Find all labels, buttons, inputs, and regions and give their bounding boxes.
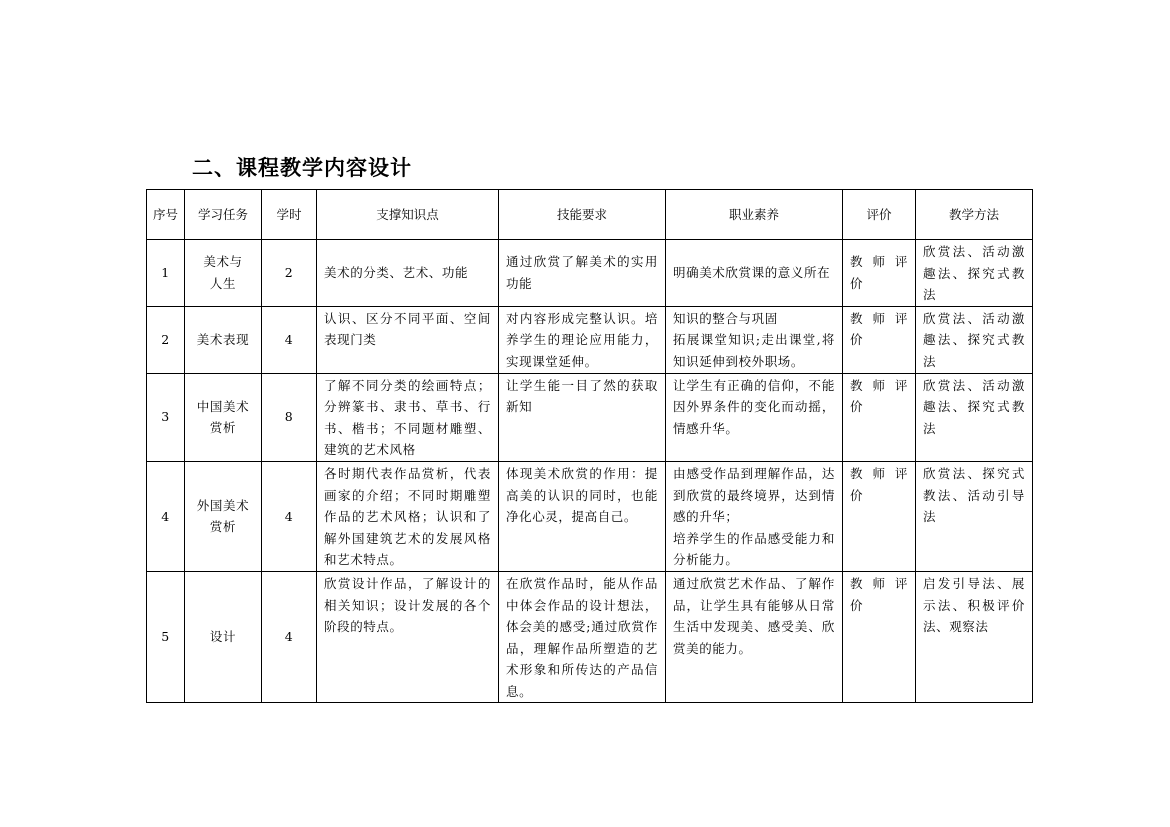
cell-knowledge: 欣赏设计作品，了解设计的相关知识；设计发展的各个阶段的特点。 [317,571,499,703]
header-hours: 学时 [262,190,317,240]
cell-no: 3 [147,373,185,461]
cell-no: 2 [147,306,185,373]
cell-evaluation: 教 师 评价 [843,461,916,571]
table-row [147,461,1033,571]
header-quality: 职业素养 [666,190,843,240]
cell-knowledge: 各时期代表作品赏析，代表画家的介绍；不同时期雕塑作品的艺术风格；认识和了解外国建筑艺术的发展风格和艺术特点。 [317,461,499,571]
cell-evaluation: 教 师 评价 [843,373,916,461]
cell-task: 中国美术 赏析 [185,373,262,461]
section-title: 二、课程教学内容设计 [192,156,412,180]
cell-task: 设计 [185,571,262,703]
cell-evaluation: 教 师 评价 [843,571,916,703]
cell-method: 欣赏法、活动激趣法、探究式教法 [916,240,1033,307]
cell-evaluation: 教 师 评价 [843,240,916,307]
header-skill: 技能要求 [499,190,666,240]
cell-knowledge: 认识、区分不同平面、空间表现门类 [317,306,499,373]
cell-quality: 明确美术欣赏课的意义所在 [666,240,843,307]
cell-quality: 知识的整合与巩固 拓展课堂知识;走出课堂,将知识延伸到校外职场。 [666,306,843,373]
cell-hours: 4 [262,306,317,373]
table-row [147,240,1033,307]
cell-hours: 4 [262,571,317,703]
table-header-row [147,190,1033,240]
cell-method: 欣赏法、活动激趣法、探究式教法 [916,373,1033,461]
cell-method: 欣赏法、活动激趣法、探究式教法 [916,306,1033,373]
cell-no: 1 [147,240,185,307]
cell-quality: 通过欣赏艺术作品、了解作品，让学生具有能够从日常生活中发现美、感受美、欣赏美的能力。 [666,571,843,703]
cell-knowledge: 美术的分类、艺术、功能 [317,240,499,307]
cell-evaluation: 教 师 评价 [843,306,916,373]
cell-method: 欣赏法、探究式教法、活动引导法 [916,461,1033,571]
cell-skill: 体现美术欣赏的作用：提高美的认识的同时，也能净化心灵，提高自己。 [499,461,666,571]
header-evaluation: 评价 [843,190,916,240]
cell-method: 启发引导法、展示法、积极评价法、观察法 [916,571,1033,703]
header-method: 教学方法 [916,190,1033,240]
header-task: 学习任务 [185,190,262,240]
cell-skill: 通过欣赏了解美术的实用功能 [499,240,666,307]
cell-no: 5 [147,571,185,703]
cell-skill: 在欣赏作品时，能从作品中体会作品的设计想法，体会美的感受;通过欣赏作品，理解作品所塑造的艺术形象和所传达的产品信息。 [499,571,666,703]
cell-task: 美术表现 [185,306,262,373]
course-content-table [146,189,1033,703]
cell-knowledge: 了解不同分类的绘画特点；分辨篆书、隶书、草书、行书、楷书；不同题材雕塑、建筑的艺术风格 [317,373,499,461]
table-row [147,373,1033,461]
cell-task: 美术与 人生 [185,240,262,307]
cell-skill: 对内容形成完整认识。培养学生的理论应用能力，实现课堂延伸。 [499,306,666,373]
cell-task: 外国美术 赏析 [185,461,262,571]
cell-skill: 让学生能一目了然的获取新知 [499,373,666,461]
cell-quality: 让学生有正确的信仰，不能因外界条件的变化而动摇，情感升华。 [666,373,843,461]
cell-no: 4 [147,461,185,571]
cell-hours: 4 [262,461,317,571]
table-row [147,306,1033,373]
header-knowledge: 支撑知识点 [317,190,499,240]
table-row [147,571,1033,703]
cell-quality: 由感受作品到理解作品，达到欣赏的最终境界，达到情感的升华； 培养学生的作品感受能力和分析能力。 [666,461,843,571]
cell-hours: 2 [262,240,317,307]
header-no: 序号 [147,190,185,240]
cell-hours: 8 [262,373,317,461]
